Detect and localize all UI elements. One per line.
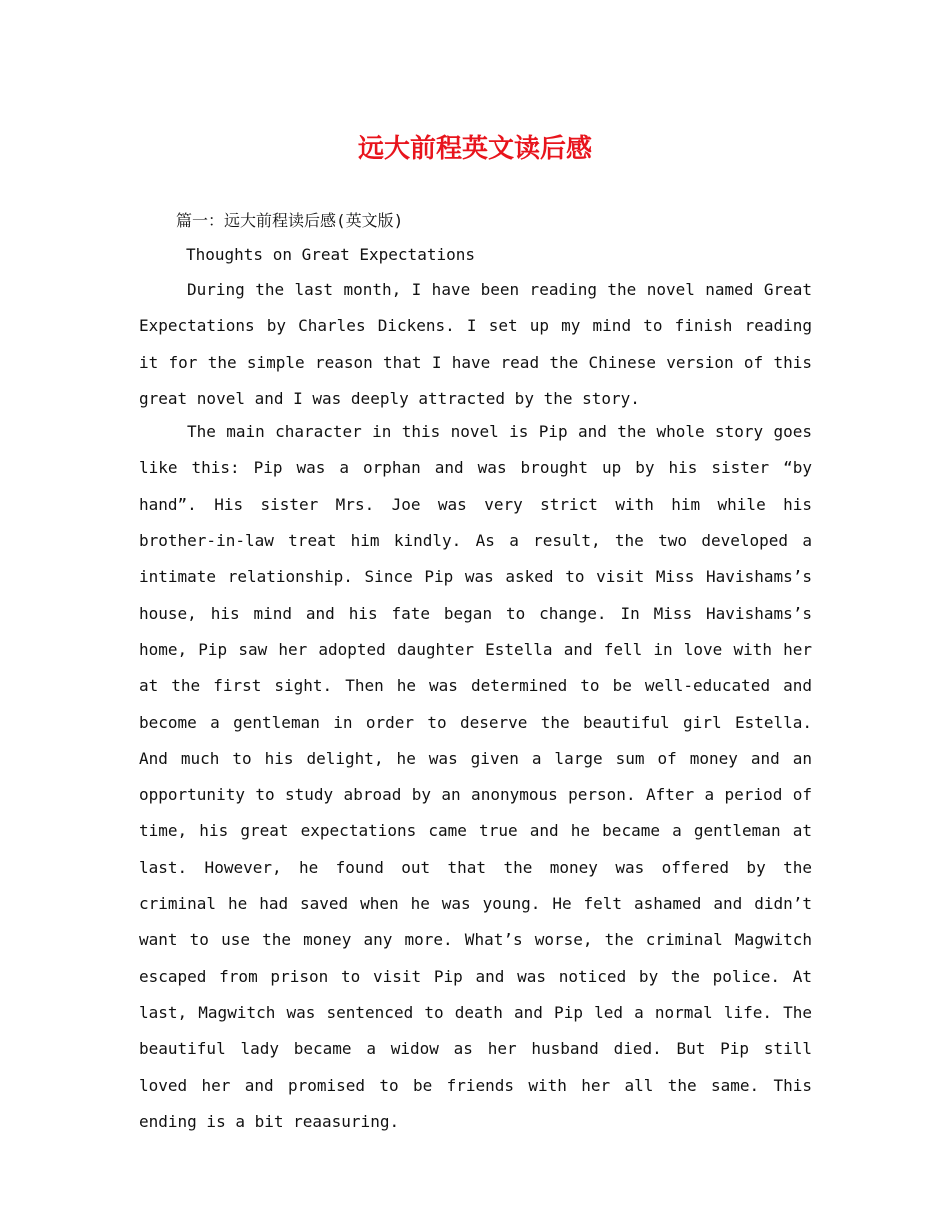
document-body [139,204,812,1140]
section-heading: 篇一：远大前程读后感(英文版) [176,211,404,230]
page-title: 远大前程英文读后感 [357,134,592,164]
essay-subheading: Thoughts on Great Expectations [186,245,475,264]
paragraph-2: The main character in this novel is Pip and the whole story goes like this: Pip was a orphan and was brought up by his sister “by hand”. His sister Mrs. Joe was very strict with him while his brother-in-law treat him kindly. As a result, the two developed a intimate relationship. Since Pip was asked to visit Miss Havishams’s house, his mind and his fate began to change. In Miss Havishams’s home, Pip saw her adopted daughter Estella and fell in love with her at the first sight. Then he was determined to be well-educated and become a gentleman in order to deserve the beautiful girl Estella. And much to his delight, he was given a large sum of money and an opportunity to study abroad by an anonymous person. After a period of time, his great expectations came true and he became a gentleman at last. However, he found out that the money was offered by the criminal he had saved when he was young. He felt ashamed and didn’t want to use the money any more. What’s worse, the criminal Magwitch escaped from prison to visit Pip and was noticed by the police. At last, Magwitch was sentenced to death and Pip led a normal life. The beautiful lady became a widow as her husband died. But Pip still loved her and promised to be friends with her all the same. This ending is a bit reaasuring. [139,422,812,1131]
paragraph-1: During the last month, I have been reading the novel named Great Expectations by Charles Dickens. I set up my mind to finish reading it for the simple reason that I have read the Chinese version of this great novel and I was deeply attracted by the story. [139,280,812,408]
